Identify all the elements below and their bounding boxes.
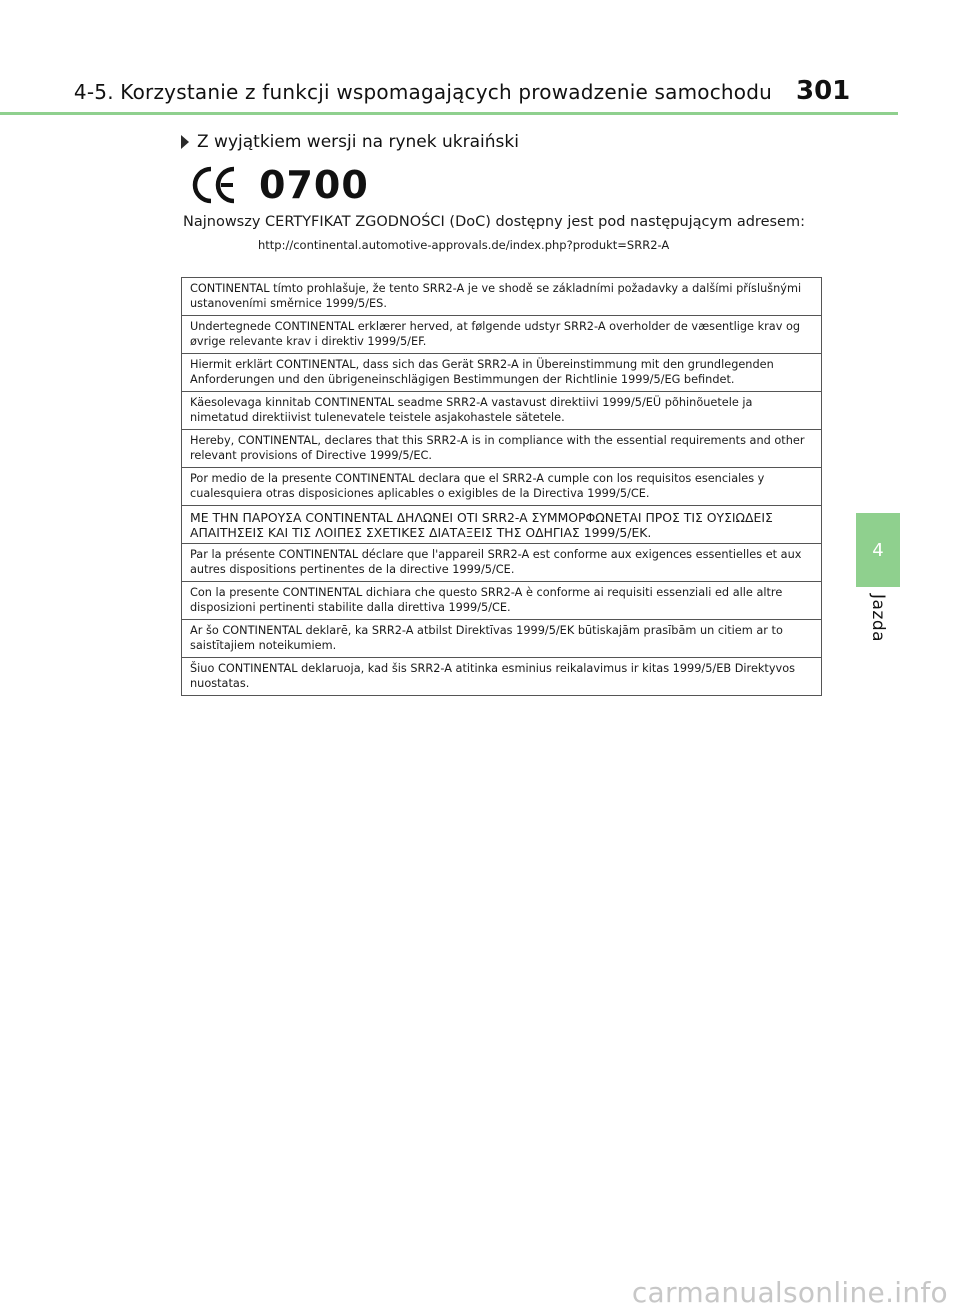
chapter-label: Jazda (868, 594, 888, 643)
declaration-row-en: Hereby, CONTINENTAL, declares that this SRR2-A is in compliance with the essential requirements and other relevant provisions of Directive 1999/5/EC. (182, 430, 821, 468)
section-heading-text: Z wyjątkiem wersji na rynek ukraiński (197, 132, 519, 152)
certificate-url: http://continental.automotive-approvals.de/index.php?produkt=SRR2-A (258, 238, 670, 252)
chapter-tab-number: 4 (872, 539, 884, 561)
declaration-row-cs: CONTINENTAL tímto prohlašuje, že tento SRR2-A je ve shodě se základními požadavky a dalšími příslušnými ustanoveními směrnice 1999/5/ES. (182, 278, 821, 316)
declaration-row-da: Undertegnede CONTINENTAL erklærer herved, at følgende udstyr SRR2-A overholder de væsentlige krav og øvrige relevante krav i direktiv 1999/5/EF. (182, 316, 821, 354)
chapter-tab (856, 513, 900, 587)
ce-mark-icon (191, 163, 237, 207)
declaration-row-el: ΜΕ ΤΗΝ ΠΑΡΟΥΣΑ CONTINENTAL ΔΗΛΩΝΕΙ ΟΤΙ SRR2-A ΣΥΜΜΟΡΦΩΝΕΤΑΙ ΠΡΟΣ ΤΙΣ ΟΥΣΙΩΔΕΙΣ ΑΠΑΙΤΗΣΕΙΣ ΚΑΙ ΤΙΣ ΛΟΙΠΕΣ ΣΧΕΤΙΚΕΣ ΔΙΑΤΑΞΕΙΣ ΤΗΣ ΟΔΗΓΙΑΣ 1999/5/ΕΚ. (182, 506, 821, 544)
declaration-row-fr: Par la présente CONTINENTAL déclare que l'appareil SRR2-A est conforme aux exigences essentielles et aux autres dispositions pertinentes de la directive 1999/5/CE. (182, 544, 821, 582)
section-heading (181, 132, 519, 152)
declaration-row-lv: Ar šo CONTINENTAL deklarē, ka SRR2-A atbilst Direktīvas 1999/5/EK būtiskajām prasībām un citiem ar to saistītajiem noteikumiem. (182, 620, 821, 658)
declaration-row-es: Por medio de la presente CONTINENTAL declara que el SRR2-A cumple con los requisitos esenciales y cualesquiera otras disposiciones aplicables o exigibles de la Directiva 1999/5/CE. (182, 468, 821, 506)
page-number: 301 (796, 76, 851, 106)
declaration-row-et: Käesolevaga kinnitab CONTINENTAL seadme SRR2-A vastavust direktiivi 1999/5/EÜ põhinõuetele ja nimetatud direktiivist tulenevatele teistele asjakohastele sätetele. (182, 392, 821, 430)
triangle-right-icon (181, 135, 189, 149)
ce-row (191, 163, 369, 207)
header-title: 4-5. Korzystanie z funkcji wspomagających prowadzenie samochodu (73, 80, 772, 104)
watermark: carmanualsonline.info (631, 1276, 948, 1309)
declaration-row-de: Hiermit erklärt CONTINENTAL, dass sich das Gerät SRR2-A in Übereinstimmung mit den grundlegenden Anforderungen und den übrigeneinschlägigen Bestimmungen der Richtlinie 1999/5/EG befindet. (182, 354, 821, 392)
declaration-row-lt: Šiuo CONTINENTAL deklaruoja, kad šis SRR2-A atitinka esminius reikalavimus ir kitas 1999/5/EB Direktyvos nuostatas. (182, 658, 821, 696)
header-rule (0, 112, 898, 115)
declaration-row-it: Con la presente CONTINENTAL dichiara che questo SRR2-A è conforme ai requisiti essenziali ed alle altre disposizioni pertinenti stabilite dalla direttiva 1999/5/CE. (182, 582, 821, 620)
certificate-number: 0700 (259, 163, 369, 207)
certificate-text: Najnowszy CERTYFIKAT ZGODNOŚCI (DoC) dostępny jest pod następującym adresem: (183, 214, 805, 230)
declarations-table (181, 277, 822, 696)
